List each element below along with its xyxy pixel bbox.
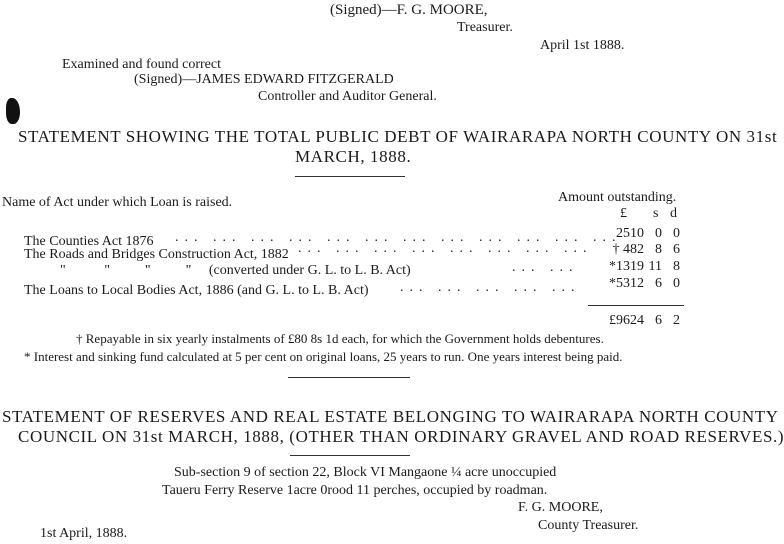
table-cell-shillings: 11	[648, 259, 662, 274]
table-row-name: " " " " (converted under G. L. to L. B. Act)	[60, 263, 411, 278]
reserves-statement-title: STATEMENT OF RESERVES AND REAL ESTATE BELONGING TO WAIRARAPA NORTH COUNTY	[2, 407, 779, 426]
debt-statement-title: STATEMENT SHOWING THE TOTAL PUBLIC DEBT OF WAIRARAPA NORTH COUNTY ON 31st	[18, 127, 778, 146]
signed-auditor: (Signed)—JAMES EDWARD FITZGERALD	[134, 72, 394, 87]
table-cell-pence: 8	[673, 259, 680, 274]
section-divider	[288, 377, 410, 378]
treasurer-title: Treasurer.	[457, 20, 513, 35]
leader-dots: ... ...	[512, 260, 579, 275]
statement-date: April 1st 1888.	[540, 38, 625, 53]
table-row-name: The Counties Act 1876	[24, 234, 154, 249]
leader-dots: ... ... ... ... ... ... ... ... ... ... ... ...	[175, 230, 622, 245]
total-divider	[588, 305, 684, 306]
table-cell-pounds: *5312	[609, 276, 644, 291]
leader-dots: ... ... ... ... ... ... ... ...	[298, 241, 593, 256]
table-row-name: The Roads and Bridges Construction Act, 1882	[24, 247, 289, 262]
total-shillings: 6	[655, 313, 662, 328]
examined-line: Examined and found correct	[62, 57, 221, 72]
table-cell-shillings: 8	[655, 242, 662, 257]
pounds-header: £	[620, 206, 627, 221]
signed-county-treasurer: F. G. MOORE,	[518, 500, 603, 515]
ink-blot-mark	[6, 98, 20, 124]
table-cell-shillings: 0	[655, 226, 662, 241]
reserves-date: 1st April, 1888.	[40, 526, 128, 541]
table-cell-pence: 0	[673, 226, 680, 241]
reserve-line: Taueru Ferry Reserve 1acre 0rood 11 perches, occupied by roadman.	[162, 483, 548, 498]
heading-divider	[290, 455, 410, 456]
total-pounds: £9624	[609, 313, 644, 328]
table-cell-pounds: 2510	[616, 226, 644, 241]
debt-statement-title-cont: MARCH, 1888.	[295, 147, 412, 166]
heading-divider	[295, 176, 405, 177]
reserves-statement-title-cont: COUNCIL ON 31st MARCH, 1888, (OTHER THAN ORDINARY GRAVEL AND ROAD RESERVES.)	[18, 427, 784, 446]
pence-header: d	[670, 206, 677, 221]
county-treasurer-title: County Treasurer.	[538, 518, 639, 533]
col-name-header: Name of Act under which Loan is raised.	[2, 195, 233, 210]
table-cell-pence: 6	[673, 242, 680, 257]
signed-treasurer: (Signed)—F. G. MOORE,	[330, 2, 488, 18]
note-interest: * Interest and sinking fund calculated at 5 per cent on original loans, 25 years to run. One years interest being paid.	[24, 349, 623, 364]
table-cell-pounds: † 482	[612, 242, 644, 257]
shillings-header: s	[653, 206, 659, 221]
auditor-title: Controller and Auditor General.	[258, 89, 437, 104]
leader-dots: ... ... ... ... ...	[400, 280, 581, 295]
table-cell-pounds: *1319	[609, 259, 644, 274]
table-cell-pence: 0	[673, 276, 680, 291]
col-amount-header: Amount outstanding.	[558, 190, 677, 205]
reserve-line: Sub-section 9 of section 22, Block VI Mangaone ¼ acre unoccupied	[174, 465, 557, 480]
table-row-name: The Loans to Local Bodies Act, 1886 (and G. L. to L. B. Act)	[24, 283, 369, 298]
note-repayable: † Repayable in six yearly instalments of £80 8s 1d each, for which the Government holds debentures.	[76, 331, 604, 346]
total-pence: 2	[673, 313, 680, 328]
table-cell-shillings: 6	[655, 276, 662, 291]
